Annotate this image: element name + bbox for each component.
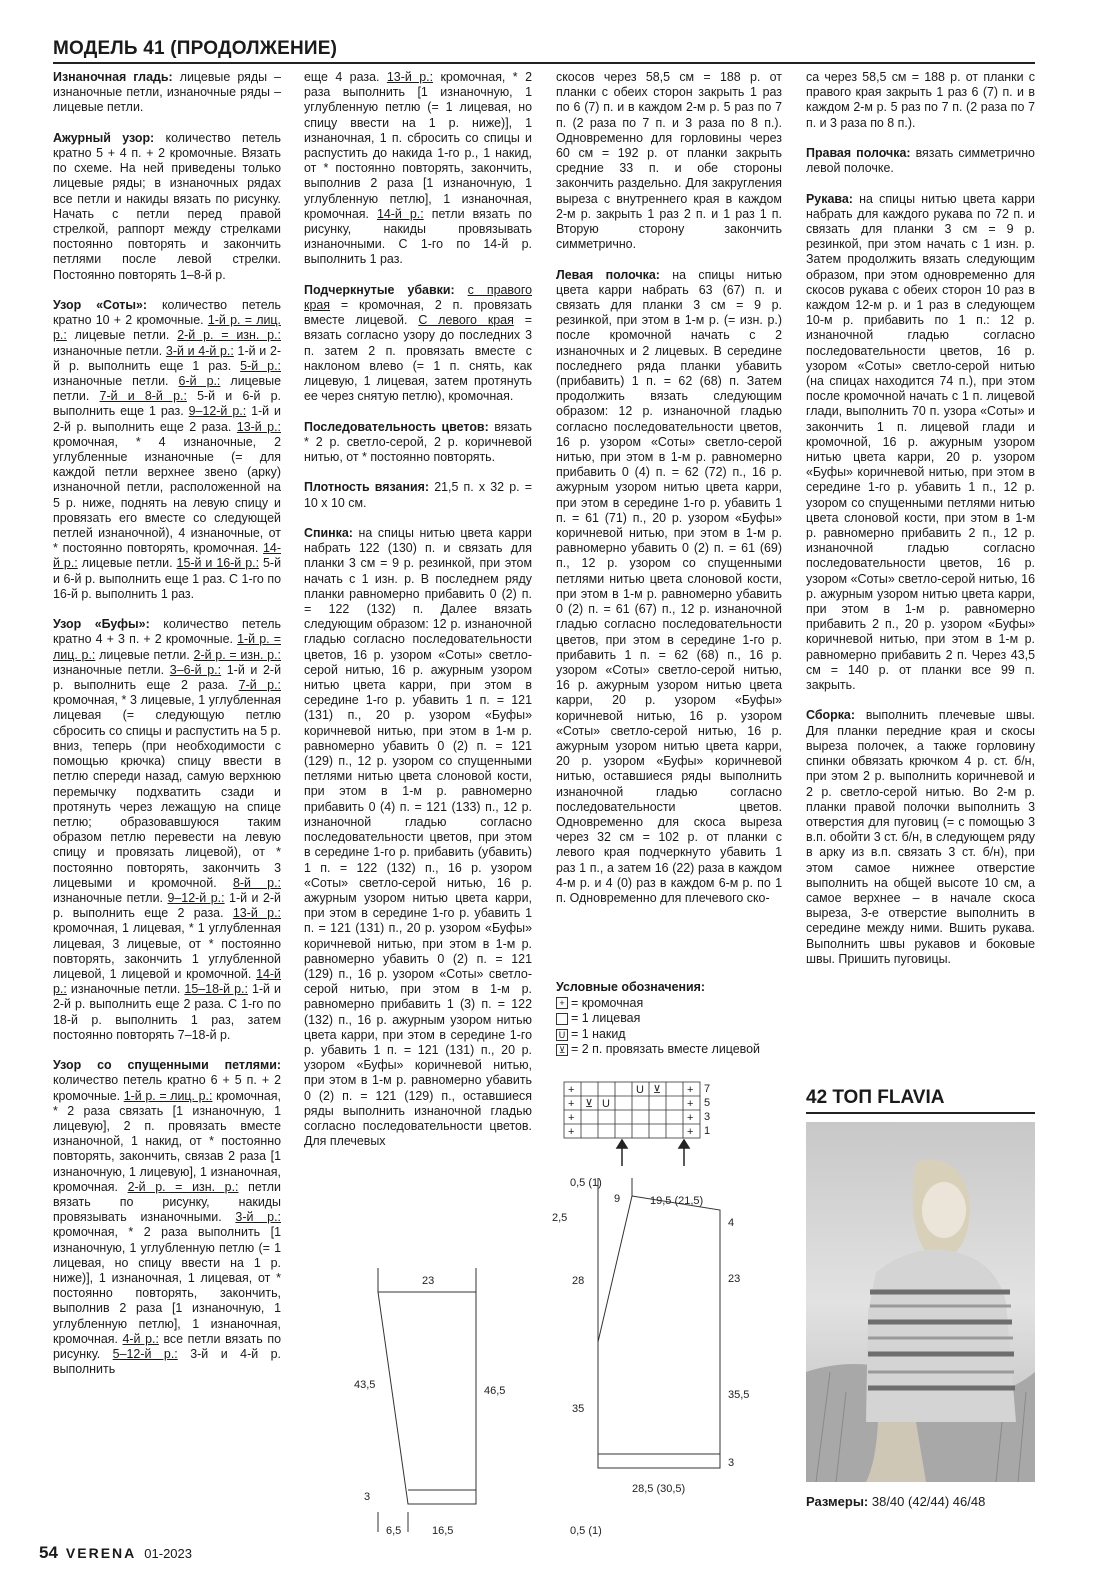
paragraph: Рукава: на спицы нитью цвета карри набрать для каждого рукава по 72 п. и связать для планки 3 см = 9 р. резинкой, при этом начать с 1 изн. р. Затем продолжить вязать следующим образом, при этом одновременно для скосов рукава с обеих сторон 10 раз в каждом 12-м р. и 1 раз в следующем 10-м р. прибавить по 1 п.: 12 р. изнаночной гладью согласно последовательности цветов, 16 р. узором «Соты» светло-серой нитью (на спицах находится 74 п.), при этом после кромочной начать с 1 п. лицевой глади, выполнить 70 п. узора «Соты» и закончить 1 п. лицевой глади и кромочной, 16 р. ажурным узором нитью цвета карри, 20 р. узором «Буфы» коричневой нитью, при этом в середине 1-го р. убавить 1 п., 12 р. узором со спущенными петлями нитью цвета слоновой кости, при этом в 1-м р. равномерно прибавить 2 п., 12 р. изнаночной гладью согласно последовательности цветов, 16 р. узором «Соты» светло-серой нитью, 16 р. ажурным узором нитью цвета карри, при этом в 1-м р. равномерно прибавить 2 п., 20 р. узором «Буфы» коричневой нитью, при этом в 1-м р. равномерно прибавить 2 п. Через 43,5 см = 140 р. от планки все 99 п. закрыть. bbox=[806, 191, 1035, 693]
svg-text:⊻: ⊻ bbox=[653, 1084, 662, 1096]
page-title: МОДЕЛЬ 41 (ПРОДОЛЖЕНИЕ) bbox=[53, 38, 338, 59]
row-number: 1 bbox=[704, 1125, 711, 1137]
paragraph: Узор «Соты»: количество петель кратно 10 + 2 кромочные. 1-й р. = лиц. р.: лицевые петли. 2-й р. = изн. р.: изнаночные петли. 3-й и 4-й р.: 1-й и 2-й р. выполнить еще 1 раз. 5-й р.: изнаночные петли. 6-й р.: лицевые петли. 7-й и 8-й р.: 5-й и 6-й р. выполнить еще 1 раз. 9–12-й р.: 1-й и 2-й р. выполнить еще 2 раза. 13-й р.: кромочная, * 4 изнаночные, 2 углубленные изнаночные (= для каждой петли верхнее звено (арку) изнаночной петли, расположенной на 5 р. ниже, поднять на левую спицу и провязать его вместе со следующей петлей изнаночной), 4 изнаночные, от * постоянно повторять, кромочная. 14-й р.: лицевые петли. 15-й и 16-й р.: 5-й и 6-й р. выполнить еще 1 раз. С 1-го по 16-й р. выполнить 1 раз. bbox=[53, 298, 282, 601]
row-number: 7 bbox=[704, 1083, 711, 1095]
svg-text:+: + bbox=[687, 1084, 694, 1096]
row-number: 3 bbox=[704, 1111, 711, 1123]
svg-text:+: + bbox=[687, 1098, 694, 1110]
dim-left-lower: 35 bbox=[572, 1403, 585, 1415]
paragraph: Левая полочка: на спицы нитью цвета карри набрать 63 (67) п. и связать для планки 3 см = 9 р. резинкой, при этом в 1-м р. (= изн. р.) после кромочной начать с 2 изнаночных и 2 лицевых. В середине последнего ряда планки убавить (прибавить) 1 п. = 62 (68) п. Затем продолжить вязать следующим образом: 12 р. изнаночной гладью согласно последовательности цветов, 16 р. узором «Соты» светло-серой нитью, при этом в 1-м р. равномерно прибавить 0 (4) п. = 62 (72) п., 16 р. ажурным узором нитью цвета карри, при этом в середине 1-го р. убавить 1 п. = 61 (71) п., 20 р. узором «Буфы» коричневой нитью, при этом в 1-м р. равномерно убавить 0 (2) п. = 61 (69) п., 12 р. узором со спущенными петлями нитью цвета слоновой кости, при этом в 1-м р. равномерно убавить 0 (2) п. = 61 (67) п., 12 р. изнаночной гладью согласно последовательности цветов, при этом в середине 1-го р. прибавить 1 п. = 62 (68) п., 16 р. узором «Соты» светло-серой нитью, 16 р. ажурным узором нитью цвета карри, 20 р. узором «Буфы» коричневой нитью, 16 р. узором «Соты» светло-серой нитью, 16 р. ажурным узором нитью цвета карри, 20 р. узором «Буфы» коричневой нитью, оставшиеся ряды выполнить изнаночной гладью согласно последовательности цветов. Одновременно для скоса выреза через 32 см = 102 р. от планки с левого края подчеркнуто убавить 1 раз 1 п., а затем 16 (22) раза в каждом 4-м р. и 4 (0) раз в каждом 6-м р. по 1 п. Одновременно для плечевого ско- bbox=[556, 267, 782, 905]
dim-right-height: 46,5 bbox=[484, 1385, 506, 1397]
paragraph: Подчеркнутые убавки: с правого края = кромочная, 2 п. провязать вместе лицевой. С левого края = вязать согласно узору до последних 3 п. затем 2 п. провязать вместе с наклоном влево (= 1 п. снять, как лицевую, 1 лицевая, затем протянуть ее через снятую петлю), кромочная. bbox=[304, 282, 532, 404]
paragraph: скосов через 58,5 см = 188 р. от планки с обеих сторон закрыть 1 раз по 6 (7) п. и в каждом 2-м р. 5 раз по 7 п. (2 раза по 7 п. и 3 раза по 8 п.). Одновременно для горловины через 60 см = 192 р. от планки закрыть средние 33 п. и обе стороны закончить раздельно. Для закругления выреза с внутреннего края в каждом 2-м р. закрыть 1 раз 2 п. и 1 раз 1 п. Вторую сторону закончить симметрично. bbox=[556, 70, 782, 252]
text-column-3 bbox=[556, 70, 782, 921]
paragraph: са через 58,5 см = 188 р. от планки с правого края закрыть 1 раз 6 (7) п. и в каждом 2-м р. 5 раз по 7 п. (2 раза по 7 п. и 3 раза по 8 п.). bbox=[806, 70, 1035, 130]
legend-item: + = кромочная bbox=[556, 996, 782, 1012]
svg-text:+: + bbox=[568, 1084, 575, 1096]
dim-cuff-height: 3 bbox=[364, 1491, 371, 1503]
dim-bottom-left: 0,5 (1) bbox=[570, 1525, 602, 1537]
svg-text:U: U bbox=[636, 1084, 644, 1096]
paragraph: Спинка: на спицы нитью цвета карри набрать 122 (130) п. и связать для планки 3 см = 9 р. резинкой, при этом начать с 1 изн. р. В последнем ряду планки равномерно прибавить 0 (2) п. = 122 (132) п. Далее вязать следующим образом: 12 р. изнаночной гладью согласно последовательности цветов, 16 р. узором «Соты» светло-серой нитью, 16 р. ажурным узором нитью цвета карри, при этом в середине 1-го р. убавить 1 п. = 121 (131) п., 20 р. узором «Буфы» коричневой нитью, при этом в 1-м р. равномерно убавить 0 (2) п. = 121 (129) п., 12 р. узором со спущенными петлями нитью цвета слоновой кости, при этом в 1-м р. равномерно прибавить 0 (4) п. = 121 (133) п., 12 р. изнаночной гладью согласно последовательности цветов, при этом в середине 1-го р. прибавить (убавить) 1 п. = 122 (132) п., 16 р. узором «Соты» светло-серой нитью, 16 р. ажурным узором нитью цвета карри, при этом в середине 1-го р. убавить 1 п. = 121 (131) п., 20 р. узором «Буфы» коричневой нитью, при этом в 1-м р. равномерно убавить 0 (2) п. = 121 (129) п., 16 р. узором «Соты» светло-серой нитью, при этом в 1-м р. равномерно прибавить 1 (3) п. = 122 (132) п., 16 р. ажурным узором нитью цвета карри, при этом в середине 1-го р. убавить 1 п. = 121 (131) п., 20 р. узором «Буфы» коричневой нитью, при этом в 1-м р. равномерно убавить 0 (2) п. = 121 (129) п., оставшиеся ряды выполнить изнаночной гладью согласно последовательности цветов. Для плечевых bbox=[304, 526, 532, 1149]
dim-neck: 19,5 (21,5) bbox=[650, 1195, 704, 1207]
dim-right-lower: 35,5 bbox=[728, 1389, 750, 1401]
paragraph: Узор «Буфы»: количество петель кратно 4 + 3 п. + 2 кромочные. 1-й р. = лиц. р.: лицевые петли. 2-й р. = изн. р.: изнаночные петли. 3–6-й р.: 1-й и 2-й р. выполнить еще 2 раза. 7-й р.: кромочная, * 3 лицевые, 1 углубленная лицевая (= следующую петлю сбросить со спицы и распустить на 5 р. вниз, теперь (при необходимости с помощью крючка) спицу ввести в петлю спереди назад, самую верхнюю перемычку подхватить сзади и протянуть через лежащую на спице петлю; образовавшуюся таким образом петлю перевести на левую спицу и провязать лицевой), от * постоянно повторять, закончить 3 лицевыми и кромочной. 8-й р.: изнаночные петли. 9–12-й р.: 1-й и 2-й р. выполнить еще 2 раза. 13-й р.: кромочная, 1 лицевая, * 1 углубленная лицевая, 3 лицевые, от * постоянно повторять, закончить 1 углубленной лицевой, 1 лицевой и кромочной. 14-й р.: изнаночные петли. 15–18-й р.: 1-й и 2-й р. выполнить еще 2 раза. С 1-го по 18-й р. выполнить 1 раз, затем постоянно повторять 7–18-й р. bbox=[53, 617, 282, 1042]
svg-text:+: + bbox=[687, 1112, 694, 1124]
dim-right-top: 4 bbox=[728, 1217, 735, 1229]
svg-text:+: + bbox=[687, 1126, 694, 1138]
text-column-2 bbox=[304, 70, 532, 1165]
dim-shoulder: 9 bbox=[614, 1193, 621, 1205]
front-schematic bbox=[552, 1172, 752, 1540]
svg-text:+: + bbox=[568, 1098, 575, 1110]
paragraph: Изнаночная гладь: лицевые ряды – изнаночные петли, изнаночные ряды – лицевые петли. bbox=[53, 70, 281, 115]
paragraph: Последовательность цветов: вязать * 2 р. светло-серой, 2 р. коричневой нитью, от * постоянно повторять. bbox=[304, 419, 533, 465]
model-photo bbox=[806, 1122, 1035, 1482]
dim-left-top: 2,5 bbox=[552, 1212, 568, 1224]
magazine-name: VERENA bbox=[65, 1545, 137, 1561]
edge-stitch-icon: + bbox=[556, 997, 568, 1009]
row-number: 5 bbox=[704, 1097, 711, 1109]
dim-left-upper: 28 bbox=[572, 1275, 585, 1287]
page-footer bbox=[39, 1543, 192, 1563]
knit-stitch-icon bbox=[556, 1013, 568, 1025]
legend bbox=[556, 980, 782, 1058]
page-number: 54 bbox=[39, 1543, 58, 1562]
text-column-1 bbox=[53, 70, 281, 1393]
dim-bottom-width: 28,5 (30,5) bbox=[632, 1483, 686, 1495]
k2tog-icon: ⊻ bbox=[556, 1044, 568, 1056]
section-42-header bbox=[806, 1086, 1035, 1114]
sleeve-schematic bbox=[340, 1262, 530, 1542]
paragraph: еще 4 раза. 13-й р.: кромочная, * 2 раза выполнить [1 изнаночную, 1 углубленную петлю (= 1 лицевая, но спицу ввести на 1 р. ниже)], 1 изнаночная, 1 п. сбросить со спицы и распустить до накида 1-го р., 1 накид, от * постоянно повторять, закончить, выполнив 2 раза [1 изнаночную, 1 углубленную петлю], 1 изнаночная, кромочная. 14-й р.: петли вязать по рисунку, накиды провязывать изнаночными. С 1-го по 14-й р. выполнить 1 раз. bbox=[304, 70, 532, 267]
legend-item: = 1 лицевая bbox=[556, 1011, 782, 1027]
legend-item: U = 1 накид bbox=[556, 1027, 782, 1043]
dim-bottom-left: 6,5 bbox=[386, 1525, 402, 1537]
svg-text:U: U bbox=[602, 1098, 610, 1110]
svg-text:+: + bbox=[568, 1126, 575, 1138]
svg-text:⊻: ⊻ bbox=[585, 1098, 594, 1110]
dim-top-left: 0,5 (1) bbox=[570, 1177, 602, 1189]
paragraph: Правая полочка: вязать симметрично левой полочке. bbox=[806, 146, 1035, 176]
yarn-over-icon: U bbox=[556, 1029, 568, 1041]
paragraph: Узор со спущенными петлями: количество петель кратно 6 + 5 п. + 2 кромочные. 1-й р. = лиц. р.: кромочная, * 2 раза связать [1 изнаночную, 1 лицевую], 2 п. провязать вместе изнаночной, 1 накид, от * постоянно повторять, закончить, связав 2 раза [1 изнаночную, 1 лицевую], 1 изнаночная, кромочная. 2-й р. = изн. р.: петли вязать по рисунку, накиды провязывать изнаночными. 3-й р.: кромочная, * 2 раза выполнить [1 изнаночную, 1 углубленную петлю (= 1 лицевая, но спицу ввести на 1 р. ниже)], 1 изнаночная, 1 лицевая, от * постоянно повторять, закончить, выполнив 2 раза [1 изнаночную, 1 углубленную петлю], 1 изнаночная, кромочная. 4-й р.: все петли вязать по рисунку. 5–12-й р.: 3-й и 4-й р. выполнить bbox=[53, 1058, 282, 1377]
knitting-chart bbox=[556, 1078, 726, 1168]
dim-top-width: 23 bbox=[422, 1275, 435, 1287]
dim-left-height: 43,5 bbox=[354, 1379, 376, 1391]
dim-bottom-width: 16,5 bbox=[432, 1525, 454, 1537]
paragraph: Ажурный узор: количество петель кратно 5 + 4 п. + 2 кромочные. Вязать по схеме. На ней приведены только лицевые ряды; в изнаночных рядах все петли и накиды вязать по рисунку. Начать с петли перед правой стрелкой, раппорт между стрелками постоянно повторять и закончить петлями после левой стрелки. Постоянно повторять 1–8-й р. bbox=[53, 130, 281, 282]
legend-title: Условные обозначения: bbox=[556, 980, 706, 994]
section-title: 42 ТОП FLAVIA bbox=[806, 1087, 945, 1108]
paragraph: Плотность вязания: 21,5 п. х 32 р. = 10 х 10 см. bbox=[304, 480, 533, 510]
sizes-line: Размеры: 38/40 (42/44) 46/48 bbox=[806, 1494, 986, 1509]
page-header bbox=[53, 38, 1035, 64]
text-column-4 bbox=[806, 70, 1035, 982]
paragraph: Сборка: выполнить плечевые швы. Для планки передние края и скосы выреза полочек, а также горловину спинки обвязать крючком 4 р. ст. б/н, при этом 2 р. выполнить коричневой и 2 р. светло-серой нитью. Во 2-м р. планки правой полочки выполнить 3 отверстия для пуговиц (= с помощью 3 в.п. обойти 3 ст. б/н, в следующем ряду в арку из в.п. связать 3 ст. б/н), при этом самое нижнее отверстие выполнить на общей высоте 10 см, а самое верхнее – в начале скоса выреза, 3-е отверстие выполнить в середине между ними. Вшить рукава. Выполнить швы рукавов и боковые швы. Пришить пуговицы. bbox=[806, 708, 1035, 966]
issue-number: 01-2023 bbox=[144, 1546, 192, 1561]
dim-cuff: 3 bbox=[728, 1457, 735, 1469]
dim-right-upper: 23 bbox=[728, 1273, 741, 1285]
svg-text:+: + bbox=[568, 1112, 575, 1124]
legend-item: ⊻ = 2 п. провязать вместе лицевой bbox=[556, 1042, 782, 1058]
